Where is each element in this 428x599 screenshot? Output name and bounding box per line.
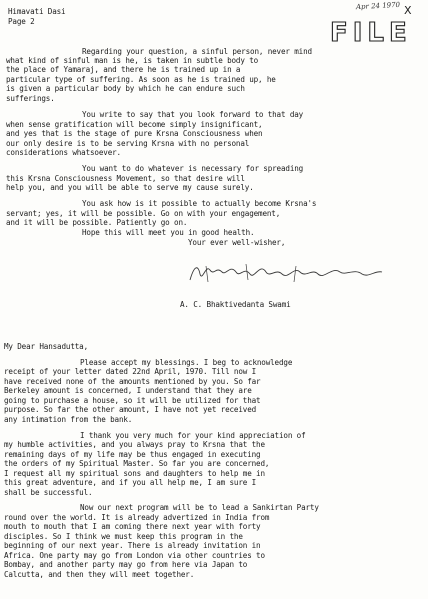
letter2-line: Calcutta, and then they will meet together. (4, 570, 195, 579)
letter1-line: servant; yes, it will be possible. Go on with your engagement, (6, 209, 281, 218)
letter1-line: sufferings. (6, 94, 55, 103)
letter2-line: this great adventure, and if you all help me, I am sure I (4, 478, 257, 487)
letter1-line: Hope this will meet you in good health. (82, 228, 255, 237)
letter2-line: round over the world. It is already advertized in India from (4, 513, 270, 522)
letter2-line: receipt of your letter dated 22nd April, 1970. Till now I (4, 367, 257, 376)
handwritten-x-mark: X (404, 4, 412, 17)
letter1-line: Regarding your question, a sinful person, never mind (82, 47, 312, 56)
letter2-line: going to purchase a house, so it will be utilized for that (4, 396, 261, 405)
letter1-line: You want to do whatever is necessary for spreading (82, 164, 304, 173)
page-number: Page 2 (8, 17, 35, 26)
letter2-line: any intimation from the bank. (4, 415, 133, 424)
handwritten-signature-icon (186, 260, 386, 284)
letter2-line: remaining days of my life may be thus engaged in executing (4, 450, 261, 459)
letter1-line: what kind of sinful man is he, is taken in subtle body to (6, 56, 259, 65)
file-stamp: FILE (330, 18, 412, 48)
closing-line: Your ever well-wisher, (188, 238, 286, 247)
letter1-line: is given a particular body by which he can endure such (6, 84, 245, 93)
letter1-line: and yes that is the stage of pure Krsna Consciousness when (6, 129, 263, 138)
letter2-line: my humble activities, and you always pray to Krsna that the (4, 440, 265, 449)
letter2-line: Africa. One party may go from London via other countries to (4, 551, 265, 560)
letter1-line: You write to say that you look forward to that day (82, 110, 304, 119)
letter2-line: shall be successful. (4, 488, 93, 497)
letter2-line: the orders of my Spiritual Master. So far you are concerned, (4, 459, 270, 468)
recipient-name: Himavati Dasi (8, 7, 66, 16)
letter2-line: Bombay, and another party may go from here via Japan to (4, 560, 248, 569)
letter2-line: disciples. So I think we must keep this program in the (4, 532, 243, 541)
letter2-line: mouth to mouth that I am coming there next year with forty (4, 522, 261, 531)
salutation: My Dear Hansadutta, (4, 342, 89, 351)
letter2-line: have received none of the amounts mentioned by you. So far (4, 377, 261, 386)
letter2-line: purpose. So far the other amount, I have not yet received (4, 405, 257, 414)
letter2-line: I thank you very much for your kind appreciation of (80, 431, 306, 440)
letter2-line: Berkeley amount is concerned, I understand that they are (4, 386, 252, 395)
letter2-line: I request all my spiritual sons and daughters to help me in (4, 469, 265, 478)
letter2-line: beginning of our next year. There is already invitation in (4, 541, 261, 550)
letter1-line: You ask how is it possible to actually become Krsna's (82, 199, 317, 208)
letter1-line: our only desire is to be serving Krsna with no personal (6, 139, 250, 148)
letter1-line: the place of Yamaraj, and there he is trained up in a (6, 65, 241, 74)
letter1-line: particular type of suffering. As soon as he is trained up, he (6, 75, 276, 84)
handwritten-date-note: Apr 24 1970 (355, 0, 401, 12)
letter1-line: and it will be possible. Patiently go on. (6, 218, 188, 227)
letter1-line: this Krsna Consciousness Movement, so that desire will (6, 174, 245, 183)
signatory-name: A. C. Bhaktivedanta Swami (180, 300, 291, 309)
letter1-line: help you, and you will be able to serve my cause surely. (6, 183, 254, 192)
letter2-line: Now our next program will be to lead a Sankirtan Party (80, 503, 319, 512)
letter2-line: Please accept my blessings. I beg to acknowledge (80, 358, 293, 367)
letter1-line: considerations whatsoever. (6, 148, 121, 157)
letter1-line: when sense gratification will become simply insignificant, (6, 120, 263, 129)
